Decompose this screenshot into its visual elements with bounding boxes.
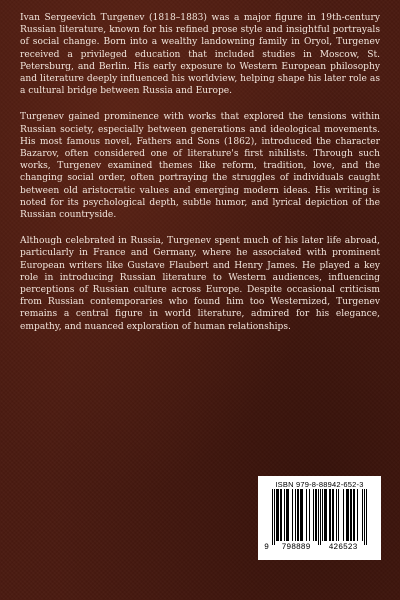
barcode-bar <box>324 489 325 541</box>
barcode-bar <box>313 489 314 541</box>
barcode-bar <box>278 489 279 541</box>
barcode-bars <box>272 489 367 545</box>
barcode-bar <box>350 489 351 541</box>
barcode-bar <box>364 489 365 545</box>
barcode-left-digits: 798889 <box>281 543 311 551</box>
barcode-bar <box>280 489 281 541</box>
barcode-right-digits: 426523 <box>328 543 358 551</box>
barcode-bar <box>315 489 316 541</box>
barcode-bar <box>288 489 289 541</box>
barcode-bar <box>281 489 282 541</box>
barcode-bar <box>286 489 287 541</box>
barcode-bar <box>330 489 331 541</box>
barcode-bar <box>354 489 355 541</box>
barcode-bar <box>325 489 326 541</box>
barcode-bar <box>366 489 367 545</box>
barcode-bar <box>351 489 352 541</box>
barcode-bar <box>357 489 358 541</box>
back-cover-text <box>20 12 380 347</box>
barcode-bar <box>338 489 339 541</box>
barcode-bar <box>292 489 293 541</box>
barcode-bar <box>306 489 307 541</box>
barcode-bar <box>326 489 327 541</box>
barcode-bar <box>300 489 301 541</box>
barcode-bar <box>347 489 348 541</box>
barcode-bar <box>316 489 317 541</box>
barcode-bar <box>301 489 302 541</box>
barcode-bar <box>318 489 319 545</box>
barcode-bar <box>277 489 278 541</box>
barcode-bar <box>297 489 298 541</box>
barcode-bar <box>353 489 354 541</box>
paragraph-works: Turgenev gained prominence with works that explored the tensions within Russian society, especially between generations and ideological movements. His most famous novel, Fathers and Sons (1862), introduced the character Bazarov, often considered one of literature's first nihilists. Through such works, Turgenev examined themes like reform, tradition, love, and the changing social order, often portraying the struggles of individuals caught between old aristocratic values and emerging modern ideas. His writing is noted for its psychological depth, subtle humor, and lyrical depiction of the Russian countryside. <box>20 112 380 221</box>
barcode-bar <box>320 489 321 545</box>
barcode-bar <box>362 489 363 541</box>
barcode-bar <box>348 489 349 541</box>
isbn-label: ISBN 979-8-88942-652-3 <box>275 480 364 489</box>
barcode-bar <box>302 489 303 541</box>
barcode-bar <box>272 489 273 545</box>
barcode-bar <box>274 489 275 545</box>
isbn-barcode-box <box>258 476 381 560</box>
barcode-bar <box>276 489 277 541</box>
barcode-bar <box>329 489 330 541</box>
paragraph-legacy: Although celebrated in Russia, Turgenev spent much of his later life abroad, particularly in France and Germany, where he associated with prominent European writers like Gustave Flaubert and Henry James. He played a key role in introducing Russian literature to Western audiences, influencing perceptions of Russian culture across Europe. Despite occasional criticism from Russian contemporaries who found him too Westernized, Turgenev remains a central figure in world literature, admired for his elegance, empathy, and nuanced exploration of human relationships. <box>20 236 380 332</box>
barcode-bar <box>309 489 310 541</box>
barcode-bar <box>322 489 323 541</box>
barcode-bar <box>298 489 299 541</box>
barcode-bar <box>346 489 347 541</box>
barcode-bar <box>333 489 334 541</box>
barcode-bar <box>284 489 285 541</box>
paragraph-biography: Ivan Sergeevich Turgenev (1818–1883) was a major figure in 19th-century Russian literature, known for his refined prose style and insightful portrayals of social change. Born into a wealthy landowning family in Oryol, Turgenev received a privileged education that included studies in Moscow, St. Petersburg, and Berlin. His early exposure to Western European philosophy and literature deeply influenced his worldview, helping shape his later role as a cultural bridge between Russia and Europe. <box>20 13 380 97</box>
barcode-bar <box>295 489 296 541</box>
barcode-bar <box>343 489 344 541</box>
barcode-graphic <box>264 489 375 551</box>
barcode-bar <box>332 489 333 541</box>
barcode-bar <box>287 489 288 541</box>
barcode-first-digit: 9 <box>264 543 269 551</box>
barcode-bar <box>336 489 337 541</box>
